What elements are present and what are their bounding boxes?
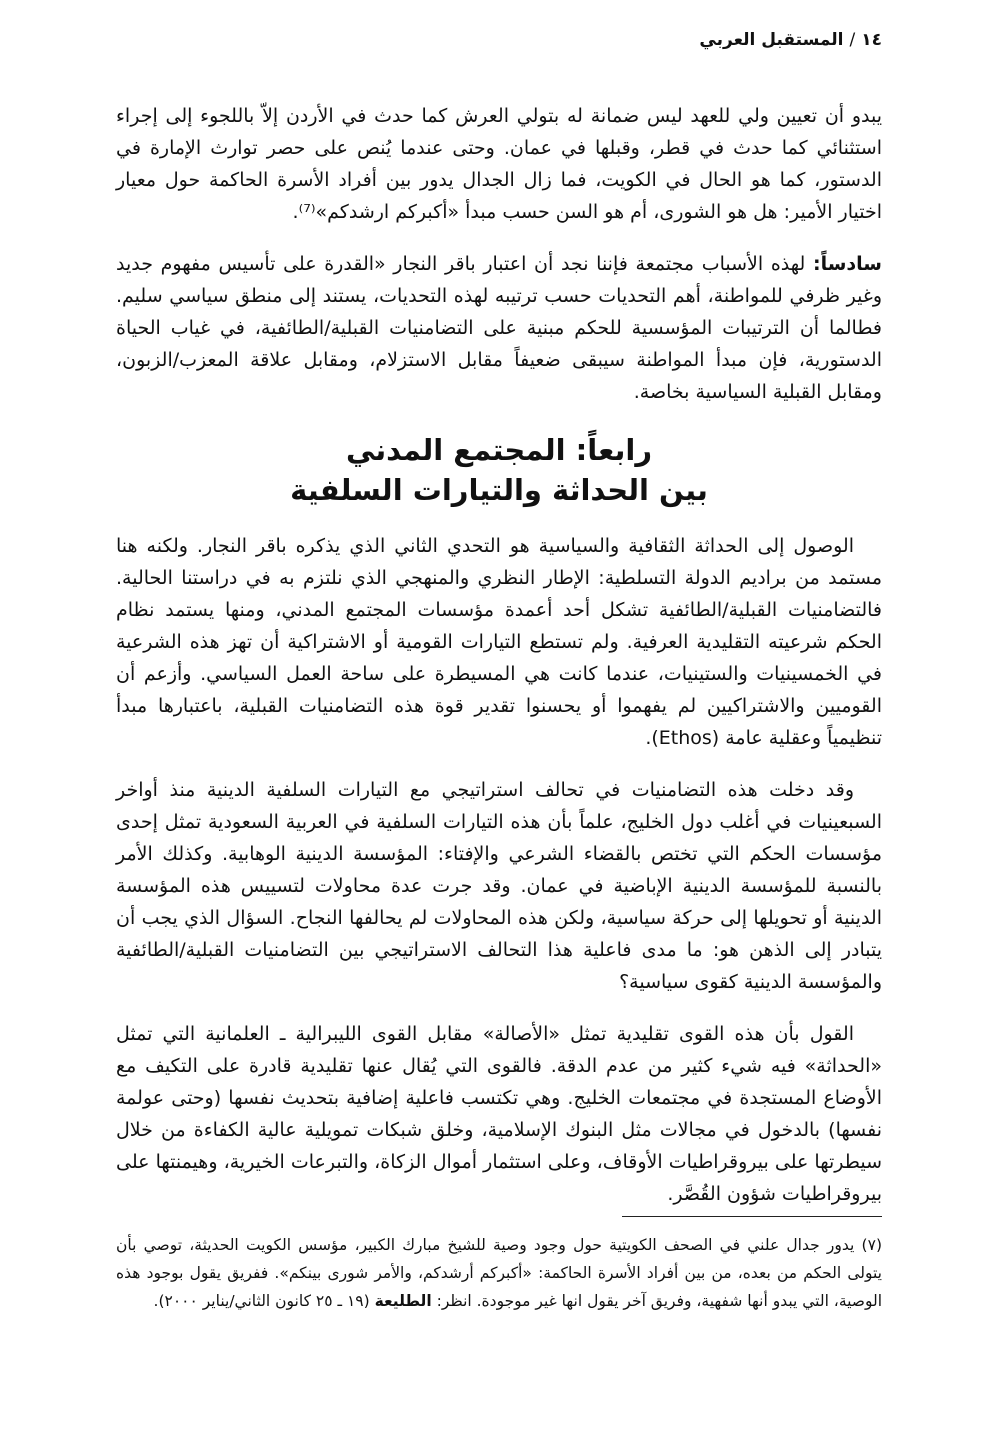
page-number: ١٤ xyxy=(861,30,882,50)
paragraph-2-lead: سادساً: xyxy=(813,253,882,275)
section-heading-line-2: بين الحداثة والتيارات السلفية xyxy=(290,473,708,507)
footnote-text: (٧) يدور جدال علني في الصحف الكويتية حول وجود وصية للشيخ مبارك الكبير، مؤسس الكويت الحديثة، توصي بأن يتولى الحكم من بعده، من بين أفراد الأسرة الحاكمة: «أكبركم أرشدكم، والأمر شورى بينكم». ففريق يقول بوجود هذه الوصية، التي يبدو أنها شفهية، وفريق آخر يقول انها غير موجودة. انظر: xyxy=(116,1236,882,1310)
journal-title: المستقبل العربي xyxy=(699,30,844,50)
paragraph-3: الوصول إلى الحداثة الثقافية والسياسية هو التحدي الثاني الذي يذكره باقر النجار. ولكنه هنا مستمد من براديم الدولة التسلطية: الإطار النظري والمنهجي الذي نلتزم به في دراستنا الحالية. فالتضامنيات القبلية/الطائفية تشكل أحد أعمدة مؤسسات المجتمع المدني، ومنها يستمد نظام الحكم شرعيته التقليدية العرفية. ولم تستطع التيارات القومية أو الاشتراكية أن تهز هذه الشرعية في الخمسينيات والستينيات، عندما كانت هي المسيطرة على ساحة العمل السياسي. وأزعم أن القوميين والاشتراكيين لم يفهموا أو يحسنوا تقدير قوة هذه التضامنيات القبلية، باعتبارها مبدأ تنظيمياً وعقلية عامة (Ethos). xyxy=(116,535,882,749)
running-header xyxy=(122,30,882,50)
section-heading-line-1: رابعاً: المجتمع المدني xyxy=(345,433,653,467)
footnote-rule xyxy=(622,1216,882,1217)
body-text xyxy=(116,100,882,1230)
paragraph-4: وقد دخلت هذه التضامنيات في تحالف استراتيجي مع التيارات السلفية الدينية منذ أواخر السبعينيات في أغلب دول الخليج، علماً بأن هذه التيارات السلفية في العربية السعودية تمثل إحدى مؤسسات الحكم التي تختص بالقضاء الشرعي والإفتاء: المؤسسة الدينية الوهابية. وكذلك الأمر بالنسبة للمؤسسة الدينية الإباضية في عمان. وقد جرت عدة محاولات لتسييس هذه المؤسسة الدينية أو تحويلها إلى حركة سياسية، ولكن هذه المحاولات لم يحالفها النجاح. السؤال الذي يجب أن يتبادر إلى الذهن هو: ما مدى فاعلية هذا التحالف الاستراتيجي بين التضامنيات القبلية/الطائفية والمؤسسة الدينية كقوى سياسية؟ xyxy=(116,779,882,993)
footnote-7 xyxy=(116,1231,882,1315)
footnote-date: (١٩ ـ ٢٥ كانون الثاني/يناير ٢٠٠٠). xyxy=(153,1292,370,1310)
paragraph-5: القول بأن هذه القوى تقليدية تمثل «الأصالة» مقابل القوى الليبرالية ـ العلمانية التي تمثل «الحداثة» فيه شيء كثير من عدم الدقة. فالقوى التي يُقال عنها تقليدية قادرة على التكيف مع الأوضاع المستجدة في مجتمعات الخليج. وهي تكتسب فاعلية إضافية بتحديث نفسها (وحتى عولمة نفسها) بالدخول في مجالات مثل البنوك الإسلامية، وخلق شبكات تمويلية عالية الكفاءة من خلال سيطرتها على بيروقراطيات الأوقاف، وعلى استثمار أموال الزكاة، والتبرعات الخيرية، وهيمنتها على بيروقراطيات شؤون القُصَّر. xyxy=(116,1023,882,1205)
header-separator: / xyxy=(849,30,856,50)
paragraph-1: يبدو أن تعيين ولي للعهد ليس ضمانة له بتولي العرش كما حدث في الأردن إلاّ باللجوء إلى إجراء استثنائي كما حدث في قطر، وقبلها في عمان. وحتى عندما يُنص على حصر توارث الإمارة في الدستور، كما هو الحال في الكويت، فما زال الجدال يدور بين أفراد الأسرة الحاكمة حول معيار اختيار الأمير: هل هو الشورى، أم هو السن حسب مبدأ «أكبركم ارشدكم»⁽⁷⁾. xyxy=(116,105,882,223)
footnotes xyxy=(116,1216,882,1315)
paragraph-2-text: لهذه الأسباب مجتمعة فإننا نجد أن اعتبار باقر النجار «القدرة على تأسيس مفهوم جديد وغير ظرفي للمواطنة، أهم التحديات حسب ترتيبه لهذه التحديات، يستند إلى منطق سياسي سليم. فطالما أن الترتيبات المؤسسية للحكم مبنية على التضامنيات القبلية/الطائفية، في غياب الحياة الدستورية، فإن مبدأ المواطنة سيبقى ضعيفاً مقابل الاستزلام، ومقابل علاقة المعزب/الزبون، ومقابل القبلية السياسية بخاصة. xyxy=(116,253,882,403)
section-heading xyxy=(116,430,882,510)
footnote-source: الطليعة xyxy=(374,1292,432,1310)
paragraph-2 xyxy=(116,248,882,408)
